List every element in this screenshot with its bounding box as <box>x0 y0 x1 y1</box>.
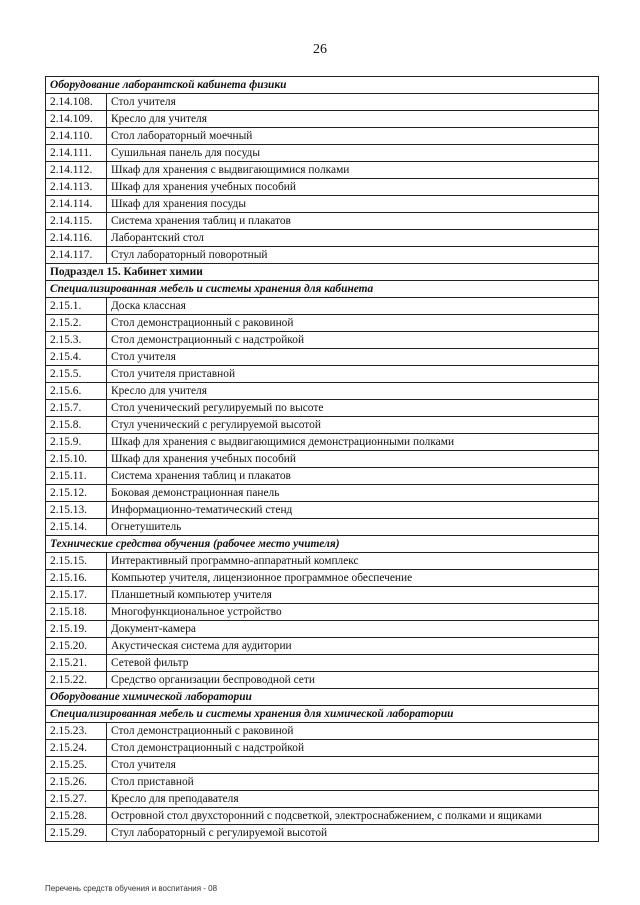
table-row <box>46 247 599 264</box>
table-row <box>46 383 599 400</box>
item-code: 2.15.16. <box>46 570 107 587</box>
item-code: 2.15.2. <box>46 315 107 332</box>
table-row <box>46 757 599 774</box>
item-code: 2.15.12. <box>46 485 107 502</box>
table-row <box>46 128 599 145</box>
subsection-title: Подраздел 15. Кабинет химии <box>46 264 599 281</box>
table-row <box>46 111 599 128</box>
item-name: Кресло для учителя <box>107 111 599 128</box>
table-row <box>46 196 599 213</box>
item-name: Огнетушитель <box>107 519 599 536</box>
section-header-row <box>46 264 599 281</box>
item-code: 2.14.111. <box>46 145 107 162</box>
section-title: Технические средства обучения (рабочее место учителя) <box>46 536 599 553</box>
item-name: Стол ученический регулируемый по высоте <box>107 400 599 417</box>
item-name: Кресло для учителя <box>107 383 599 400</box>
item-code: 2.15.21. <box>46 655 107 672</box>
table-row <box>46 349 599 366</box>
table-row <box>46 485 599 502</box>
item-code: 2.15.7. <box>46 400 107 417</box>
table-row <box>46 366 599 383</box>
table-row <box>46 791 599 808</box>
item-name: Стол учителя приставной <box>107 366 599 383</box>
item-name: Система хранения таблиц и плакатов <box>107 468 599 485</box>
item-code: 2.14.116. <box>46 230 107 247</box>
equipment-table <box>45 76 599 842</box>
section-header-row <box>46 281 599 298</box>
item-name: Стул лабораторный с регулируемой высотой <box>107 825 599 842</box>
page-number: 26 <box>313 42 327 57</box>
item-name: Лаборантский стол <box>107 230 599 247</box>
item-name: Средство организации беспроводной сети <box>107 672 599 689</box>
item-code: 2.15.11. <box>46 468 107 485</box>
item-name: Стол учителя <box>107 349 599 366</box>
item-code: 2.15.29. <box>46 825 107 842</box>
item-name: Островной стол двухсторонний с подсветкой, электроснабжением, с полками и ящиками <box>107 808 599 825</box>
item-code: 2.15.27. <box>46 791 107 808</box>
item-code: 2.14.113. <box>46 179 107 196</box>
item-code: 2.15.14. <box>46 519 107 536</box>
table-row <box>46 672 599 689</box>
item-name: Стул ученический с регулируемой высотой <box>107 417 599 434</box>
item-name: Шкаф для хранения с выдвигающимися полками <box>107 162 599 179</box>
item-code: 2.15.9. <box>46 434 107 451</box>
item-code: 2.14.112. <box>46 162 107 179</box>
item-code: 2.15.4. <box>46 349 107 366</box>
item-code: 2.15.8. <box>46 417 107 434</box>
table-row <box>46 808 599 825</box>
item-code: 2.15.28. <box>46 808 107 825</box>
item-code: 2.14.117. <box>46 247 107 264</box>
table-row <box>46 400 599 417</box>
item-name: Документ-камера <box>107 621 599 638</box>
item-name: Планшетный компьютер учителя <box>107 587 599 604</box>
table-row <box>46 179 599 196</box>
table-row <box>46 655 599 672</box>
item-code: 2.15.17. <box>46 587 107 604</box>
table-row <box>46 519 599 536</box>
table-row <box>46 145 599 162</box>
item-name: Стол приставной <box>107 774 599 791</box>
item-code: 2.15.25. <box>46 757 107 774</box>
item-name: Интерактивный программно-аппаратный комплекс <box>107 553 599 570</box>
section-title: Специализированная мебель и системы хранения для химической лаборатории <box>46 706 599 723</box>
table-row <box>46 315 599 332</box>
item-name: Стол демонстрационный с надстройкой <box>107 740 599 757</box>
table-row <box>46 162 599 179</box>
section-header-row <box>46 689 599 706</box>
item-name: Шкаф для хранения с выдвигающимися демонстрационными полками <box>107 434 599 451</box>
table-row <box>46 332 599 349</box>
table-row <box>46 417 599 434</box>
item-code: 2.14.109. <box>46 111 107 128</box>
table-row <box>46 451 599 468</box>
item-name: Доска классная <box>107 298 599 315</box>
table-row <box>46 553 599 570</box>
section-header-row <box>46 536 599 553</box>
item-name: Система хранения таблиц и плакатов <box>107 213 599 230</box>
table-row <box>46 434 599 451</box>
table-row <box>46 740 599 757</box>
item-name: Компьютер учителя, лицензионное программное обеспечение <box>107 570 599 587</box>
item-name: Информационно-тематический стенд <box>107 502 599 519</box>
item-code: 2.15.10. <box>46 451 107 468</box>
item-name: Стол учителя <box>107 757 599 774</box>
table-row <box>46 638 599 655</box>
item-name: Стул лабораторный поворотный <box>107 247 599 264</box>
item-code: 2.15.5. <box>46 366 107 383</box>
section-title: Оборудование лаборантской кабинета физики <box>46 77 599 94</box>
item-code: 2.15.3. <box>46 332 107 349</box>
page-footer: Перечень средств обучения и воспитания - 08 <box>45 884 218 893</box>
item-code: 2.15.1. <box>46 298 107 315</box>
table-row <box>46 570 599 587</box>
table-row <box>46 723 599 740</box>
item-name: Боковая демонстрационная панель <box>107 485 599 502</box>
item-code: 2.15.26. <box>46 774 107 791</box>
section-title: Специализированная мебель и системы хранения для кабинета <box>46 281 599 298</box>
item-code: 2.15.22. <box>46 672 107 689</box>
item-name: Сушильная панель для посуды <box>107 145 599 162</box>
section-title: Оборудование химической лаборатории <box>46 689 599 706</box>
item-name: Стол учителя <box>107 94 599 111</box>
section-header-row <box>46 77 599 94</box>
item-name: Кресло для преподавателя <box>107 791 599 808</box>
item-code: 2.14.108. <box>46 94 107 111</box>
table-row <box>46 825 599 842</box>
item-code: 2.14.110. <box>46 128 107 145</box>
equipment-table-body <box>46 77 599 842</box>
item-name: Многофункциональное устройство <box>107 604 599 621</box>
item-code: 2.15.23. <box>46 723 107 740</box>
item-name: Шкаф для хранения учебных пособий <box>107 179 599 196</box>
item-code: 2.15.20. <box>46 638 107 655</box>
table-row <box>46 587 599 604</box>
item-code: 2.15.6. <box>46 383 107 400</box>
item-name: Сетевой фильтр <box>107 655 599 672</box>
table-row <box>46 502 599 519</box>
table-row <box>46 468 599 485</box>
item-name: Акустическая система для аудитории <box>107 638 599 655</box>
table-row <box>46 298 599 315</box>
item-name: Стол лабораторный моечный <box>107 128 599 145</box>
item-code: 2.15.18. <box>46 604 107 621</box>
item-name: Шкаф для хранения учебных пособий <box>107 451 599 468</box>
table-row <box>46 774 599 791</box>
table-row <box>46 213 599 230</box>
item-name: Стол демонстрационный с раковиной <box>107 723 599 740</box>
item-code: 2.15.19. <box>46 621 107 638</box>
table-row <box>46 621 599 638</box>
table-row <box>46 604 599 621</box>
item-name: Шкаф для хранения посуды <box>107 196 599 213</box>
item-code: 2.15.13. <box>46 502 107 519</box>
section-header-row <box>46 706 599 723</box>
item-code: 2.14.115. <box>46 213 107 230</box>
item-code: 2.15.24. <box>46 740 107 757</box>
item-name: Стол демонстрационный с надстройкой <box>107 332 599 349</box>
item-name: Стол демонстрационный с раковиной <box>107 315 599 332</box>
table-row <box>46 230 599 247</box>
table-row <box>46 94 599 111</box>
item-code: 2.14.114. <box>46 196 107 213</box>
item-code: 2.15.15. <box>46 553 107 570</box>
